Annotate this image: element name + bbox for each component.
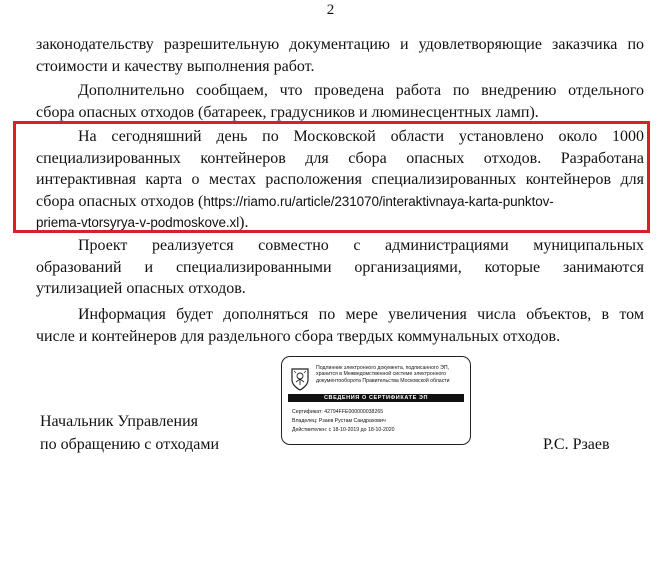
map-link-continuation[interactable]: priema-vtorsyrya-v-podmoskove.xl (36, 215, 240, 230)
page-number: 2 (326, 2, 335, 18)
paragraph-line: стоимости и качеству выполнения работ. (36, 57, 315, 75)
paragraph-line (36, 212, 644, 234)
stamp-title-bar: СВЕДЕНИЯ О СЕРТИФИКАТЕ ЭП (288, 394, 464, 402)
paragraph-information-updates (36, 304, 644, 347)
paragraph-line: образований и специализированными организациями, которые занимаются (36, 258, 644, 276)
stamp-certificate: Сертификат: 42794FFE000000038265 (292, 409, 384, 415)
paragraph-project-partners (36, 235, 644, 300)
signatory-position-line1: Начальник Управления (40, 413, 198, 430)
paragraph-line: утилизацией опасных отходов. (36, 280, 246, 297)
stamp-owner: Владелец: Рзаев Рустам Саидрахович (292, 418, 386, 424)
paragraph-line: сбора опасных отходов (батареек, градусников и люминесцентных ламп). (36, 103, 539, 121)
paragraph-line: Проект реализуется совместно с администрациями муниципальных (78, 237, 644, 254)
paragraph-text: ). (239, 214, 249, 231)
map-link[interactable]: https://riamo.ru/article/231070/interaktivnaya-karta-punktov- (203, 193, 554, 209)
paragraph-line: специализированных контейнеров для сбора опасных отходов. Разработана (36, 149, 644, 167)
paragraph-line: На сегодняшний день по Московской области установлено около 1000 (78, 128, 644, 145)
signatory-name: Р.С. Рзаев (543, 436, 610, 453)
paragraph-containers-map (36, 126, 644, 234)
paragraph-text: сбора опасных отходов ( (36, 192, 204, 210)
paragraph-line: Информация будет дополняться по мере увеличения числа объектов, в том (78, 306, 644, 323)
paragraph-hazardous-waste-collection (36, 80, 644, 123)
stamp-header: Подлинник электронного документа, подписанного ЭП, хранится в Межведомственной системе электронного документооборота Правительства Московской области (316, 365, 450, 384)
electronic-signature-stamp (281, 356, 471, 445)
paragraph-continuation (36, 34, 644, 77)
paragraph-line: интерактивная карта о местах расположения специализированных контейнеров для (36, 171, 644, 188)
moscow-region-coat-of-arms-icon (290, 367, 310, 391)
stamp-validity: Действителен: с 18-10-2019 до 18-10-2020 (292, 427, 395, 433)
paragraph-line: законодательству разрешительную документацию и удовлетворяющие заказчика по (36, 36, 644, 53)
paragraph-line: Дополнительно сообщаем, что проведена работа по внедрению отдельного (78, 82, 644, 99)
paragraph-line (36, 191, 644, 213)
paragraph-line: числе и контейнеров для раздельного сбора твердых коммунальных отходов. (36, 327, 561, 345)
signatory-position-line2: по обращению с отходами (40, 436, 220, 453)
